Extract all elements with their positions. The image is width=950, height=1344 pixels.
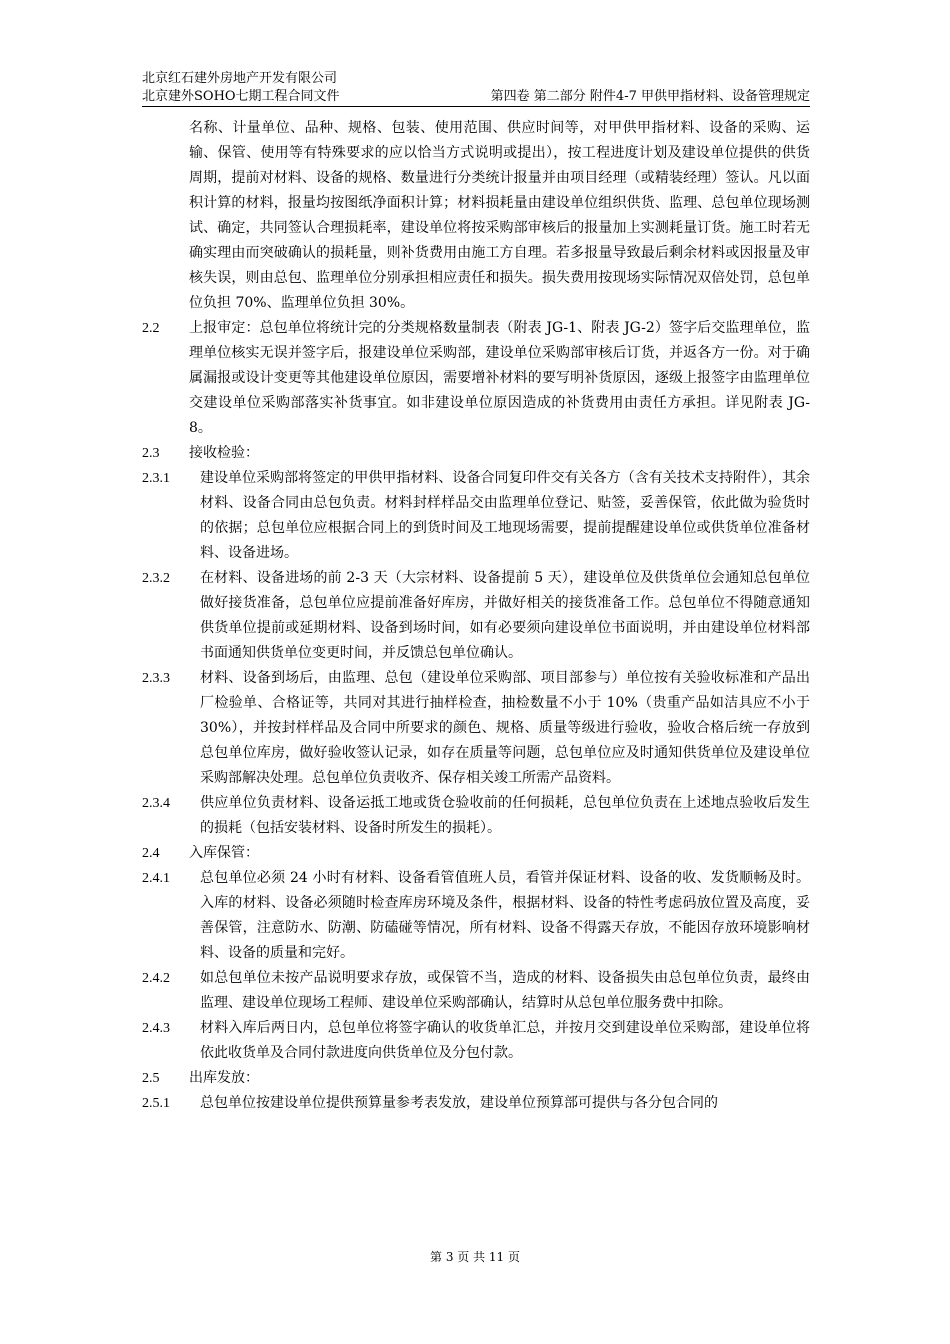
clause-2-2 (142, 316, 810, 441)
page-footer (0, 1248, 950, 1265)
clause-text: 材料入库后两日内，总包单位将签字确认的收货单汇总，并按月交到建设单位采购部，建设单位将依此收货单及合同付款进度向供货单位及分包付款。 (200, 1020, 810, 1061)
clause-text: 上报审定：总包单位将统计完的分类规格数量制表（附表 JG-1、附表 JG-2）签字后交监理单位，监理单位核实无误并签字后，报建设单位采购部，建设单位采购部审核后订货，并返各方一份。对于确属漏报或设计变更等其他建设单位原因，需要增补材料的要写明补货原因，逐级上报签字由监理单位交建设单位采购部落实补货事宜。如非建设单位原因造成的补货费用由责任方承担。详见附表 JG-8。 (189, 320, 810, 436)
clause-number: 2.3.4 (142, 796, 170, 811)
clause-text: 总包单位必须 24 小时有材料、设备看管值班人员，看管并保证材料、设备的收、发货顺畅及时。入库的材料、设备必须随时检查库房环境及条件，根据材料、设备的特性考虑码放位置及高度，妥善保管，注意防水、防潮、防磕碰等情况，所有材料、设备不得露天存放，不能因存放环境影响材料、设备的质量和完好。 (200, 870, 810, 961)
clause-text: 如总包单位未按产品说明要求存放，或保管不当，造成的材料、设备损失由总包单位负责，最终由监理、建设单位现场工程师、建设单位采购部确认，结算时从总包单位服务费中扣除。 (200, 970, 810, 1011)
clause-number: 2.5.1 (142, 1096, 170, 1111)
clause-2-3-4 (142, 791, 810, 841)
clause-text: 供应单位负责材料、设备运抵工地或货仓验收前的任何损耗，总包单位负责在上述地点验收后发生的损耗（包括安装材料、设备时所发生的损耗）。 (200, 795, 810, 836)
clause-number: 2.4.3 (142, 1021, 170, 1036)
clause-number: 2.3.1 (142, 471, 170, 486)
clause-2-3-1 (142, 466, 810, 566)
clause-2-4 (142, 841, 810, 866)
clause-text: 建设单位采购部将签定的甲供甲指材料、设备合同复印件交有关各方（含有关技术支持附件），其余材料、设备合同由总包负责。材料封样样品交由监理单位登记、贴签，妥善保管，依此做为验货时的依据；总包单位应根据合同上的到货时间及工地现场需要，提前提醒建设单位或供货单位准备材料、设备进场。 (200, 470, 810, 561)
clause-text: 入库保管： (189, 845, 259, 861)
clause-2-5-1 (142, 1091, 810, 1116)
page-number: 第 3 页 共 11 页 (430, 1250, 520, 1264)
section-title: 第四卷 第二部分 附件4-7 甲供甲指材料、设备管理规定 (490, 89, 810, 104)
document-name: 北京建外SOHO七期工程合同文件 (142, 89, 340, 104)
header-rule (142, 106, 810, 107)
clause-2-3-2 (142, 566, 810, 666)
header-row-doc (142, 88, 810, 106)
clause-2-4-3 (142, 1016, 810, 1066)
clause-2-3-3 (142, 666, 810, 791)
clause-number: 2.3.3 (142, 671, 170, 686)
clause-text: 出库发放： (189, 1070, 259, 1086)
clause-number: 2.5 (142, 1071, 160, 1086)
clause-number: 2.3 (142, 446, 160, 461)
clause-2-3 (142, 441, 810, 466)
company-name: 北京红石建外房地产开发有限公司 (142, 71, 338, 86)
clause-number: 2.4 (142, 846, 160, 861)
clause-2-4-1 (142, 866, 810, 966)
clause-text: 接收检验： (189, 445, 259, 461)
intro-paragraph: 名称、计量单位、品种、规格、包装、使用范围、供应时间等，对甲供甲指材料、设备的采购、运输、保管、使用等有特殊要求的应以恰当方式说明或提出），按工程进度计划及建设单位提供的供货周期，提前对材料、设备的规格、数量进行分类统计报量并由项目经理（或精装经理）签认。凡以面积计算的材料，报量均按图纸净面积计算；材料损耗量由建设单位组织供货、监理、总包单位现场测试、确定，共同签认合理损耗率，建设单位将按采购部审核后的报量加上实测耗量订货。施工时若无确实理由而突破确认的损耗量，则补货费用由施工方自理。若多报量导致最后剩余材料或因报量及审核失误，则由总包、监理单位分别承担相应责任和损失。损失费用按现场实际情况双倍处罚，总包单位负担 70%、监理单位负担 30%。 (189, 120, 810, 311)
document-body (142, 116, 810, 1116)
clause-2-5 (142, 1066, 810, 1091)
clause-number: 2.2 (142, 321, 160, 336)
clause-text: 在材料、设备进场的前 2-3 天（大宗材料、设备提前 5 天），建设单位及供货单位会通知总包单位做好接货准备，总包单位应提前准备好库房，并做好相关的接货准备工作。总包单位不得随意通知供货单位提前或延期材料、设备到场时间，如有必要须向建设单位书面说明，并由建设单位材料部书面通知供货单位变更时间，并反馈总包单位确认。 (200, 570, 810, 661)
clause-number: 2.3.2 (142, 571, 170, 586)
clause-text: 总包单位按建设单位提供预算量参考表发放，建设单位预算部可提供与各分包合同的 (200, 1095, 718, 1111)
page-header (142, 70, 810, 106)
clause-text: 材料、设备到场后，由监理、总包（建设单位采购部、项目部参与）单位按有关验收标准和产品出厂检验单、合格证等，共同对其进行抽样检查，抽检数量不小于 10%（贵重产品如洁具应不小于 30%），并按封样样品及合同中所要求的颜色、规格、质量等级进行验收，验收合格后统一存放到总包单位库房，做好验收签认记录，如存在质量等问题，总包单位应及时通知供货单位及建设单位采购部解决处理。总包单位负责收齐、保存相关竣工所需产品资料。 (200, 670, 810, 786)
clause-2-4-2 (142, 966, 810, 1016)
clause-number: 2.4.1 (142, 871, 170, 886)
clause-number: 2.4.2 (142, 971, 170, 986)
header-row-company (142, 70, 810, 88)
